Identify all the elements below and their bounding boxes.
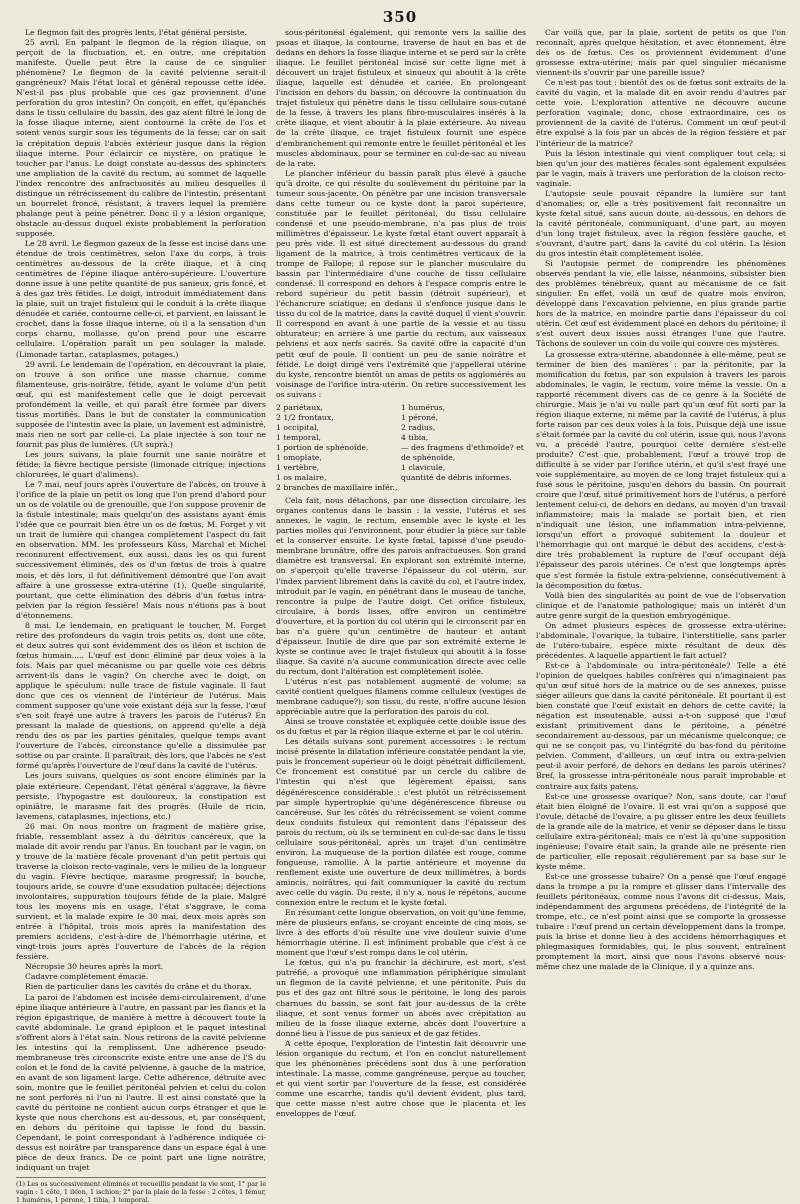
bone-item: 1 omoplate, bbox=[276, 452, 322, 462]
paragraph: sous-péritonéal également, qui remonte vers la saillie des psoas et iliaque, la contourne, traverse de haut en bas et de dedans en dehors la fosse iliaque interne et se perd sur la crête iliaque. Le feuillet péritonéal incisé sur cette ligne met à découvert un trajet fistuleux et sinueux qui aboutit à la crête iliaque, laquelle est dénudée et cariée. En prolongeant l'incision en dehors du bassin, on découvre la continuation du trajet fistuleux qui pénètre dans le tissu cellulaire sous-cutané de la fesse, à travers les plans fibro-musculaires insérés à la crête iliaque, et vient aboutir à la plaie extérieure. Au niveau de la crête iliaque, ce trajet fistuleux fournit une espèce d'embranchement qui remonte entre le feuillet péritonéal et les muscles abdominaux, pour se terminer en cul-de-sac au niveau de la rate. bbox=[276, 28, 526, 168]
column-3-text bbox=[536, 28, 786, 972]
bone-item: 1 os malaire, bbox=[276, 473, 327, 483]
paragraph: Ce n'est pas tout : bientôt des os de fœtus sont extraits de la cavité du vagin, et la malade dit en avoir rendu d'autres par cette voie. L'exploration attentive ne découvre aucune perforation vaginale; donc, chose extraordinaire, ces os proviennent de la cavité de l'utérus. Comment un œuf peut-il être expulsé à la fois par un abcès de la région fessière et par l'intérieur de la matrice? bbox=[536, 78, 786, 148]
paragraph: Cela fait, nous détachons, par une dissection circulaire, les organes contenus dans le bassin : la vessie, l'utérus et ses annexes, le vagin, le rectum, ensemble avec le kyste et les parties molles qui l'environnent, pour étudier la pièce sur table et la conserver ensuite. Le kyste fœtal, tapissé d'une pseudo-membrane brunâtre, offre des parois anfractueuses. Son grand diamètre est transversal. En explorant son extrémité interne, on s'aperçoit qu'elle traverse l'épaisseur du col utérin, sur l'index parvient librement dans la cavité du col, et l'autre index, introduit par le vagin, en pénétrant dans le museau de tanche, rencontre la pulpe de l'autre doigt. Cet orifice fistuleux, circulaire, à bords lisses, offre environ un centimètre d'ouverture, et la portion du col utérin qui le circonscrit par en bas n'a guère qu'un centimètre de hauteur et autant d'épaisseur. Inutile de dire que par son extrémité externe le kyste se continue avec le trajet fistuleux qui aboutit à la fosse iliaque. Sa cavité n'a aucune communication directe avec celle du rectum, dont l'altération est complètement isolée. bbox=[276, 496, 526, 676]
bone-item: 1 portion de sphénoïde, bbox=[276, 442, 369, 452]
bone-item: de sphénoïde, bbox=[401, 452, 456, 462]
column-2-text-after bbox=[276, 496, 526, 1119]
column-1 bbox=[16, 28, 266, 1204]
paragraph: L'utérus n'est pas notablement augmenté de volume; sa cavité contient quelques filamens comme celluleux (vestiges de membrane caduque?); son tissu, du reste, n'offre aucune lésion appréciable autre que la perforation des parois du col. bbox=[276, 677, 526, 717]
paragraph: Le fœtus, qui n'a pu franchir la déchirure, est mort, s'est putréfié, a provoqué une inflammation périphérique simulant un flegmon de la cavité pelvienne, et une péritonite. Puis du pus et des gaz ont filtré sous le péritoine, le long des parois charnues du bassin, se sont fait jour au-dessus de la crête iliaque, et sont venus former un abcès avec crépitation au milieu de la fosse iliaque externe, abcès dont l'ouverture a donné lieu à l'issue de pus sanieux et de gaz fétides. bbox=[276, 958, 526, 1038]
bone-item: 1 occipital, bbox=[276, 422, 319, 432]
footnote: (1) Les os successivement éliminés et recueillis pendant la vie sont, 1° par le vagin : 1 côte, 1 iléon, 1 ischion; 2° par la plaie de la fesse : 2 côtes, 1 fémur, 1 humérus, 1 péroné, 1 tibia, 1 temporal. bbox=[16, 1177, 266, 1204]
paragraph: L'autopsie seule pouvait répandre la lumière sur tant d'anomalies; or, elle a très positivement fait reconnaître un kyste fœtal situé, sans aucun doute, au-dessous, en dehors de la cavité péritonéale, communiquant, d'une part, au moyen d'un long trajet fistuleux, avec la région fessière gauche, et s'ouvrant, d'autre part, dans la cavité du col utérin. La lésion du gros intestin était complètement isolée. bbox=[536, 188, 786, 259]
bone-item: 1 clavicule, bbox=[401, 463, 446, 473]
bone-list bbox=[276, 403, 526, 493]
paragraph: A cette époque, l'exploration de l'intestin fait découvrir une lésion organique du rectum, et l'on en conclut naturellement que les phénomènes précédens sont dus à une perforation intestinale. La masse, comme gangréneuse, perçue au toucher, et qui vient sortir par l'ouverture de la fesse, est considérée comme une escarrhe, tandis qu'il devient évident, plus tard, que cette masse n'est autre chose que le placenta et les enveloppes de l'œuf. bbox=[276, 1038, 526, 1119]
paragraph: Les jours suivans, quelques os sont encore éliminés par la plaie extérieure. Cependant, l'état général s'aggrave, la fièvre persiste, l'hypogastre est douloureux, la constipation est opiniâtre, le marasme fait des progrès. (Huile de ricin, lavemens, cataplasmes, injections, etc.) bbox=[16, 771, 266, 821]
column-1-text bbox=[16, 28, 266, 1173]
bone-item: quantité de débris informes. bbox=[401, 473, 512, 483]
paragraph: En résumant cette longue observation, on voit qu'une femme, mère de plusieurs enfans, se croyant enceinte de cinq mois, se livre à des efforts d'où résulte une vive douleur suivie d'une hémorrhagie utérine. Il est infiniment probable que c'est à ce moment que l'œuf s'est rompu dans le col utérin. bbox=[276, 908, 526, 958]
paragraph: Rien de particulier dans les cavités du crâne et du thorax. bbox=[25, 982, 252, 992]
paragraph: Est-ce une grossesse tubaire? On a pensé que l'œuf engagé dans la trompe a pu la rompre et glisser dans l'intervalle des feuillets péritonéaux, comme nous l'avons dit ci-dessus. Mais, indépendamment des argumens précédens, de l'intégrité de la trompe, etc., ce n'est point ainsi que se comporte la grossesse tubaire : l'œuf prend un certain développement dans la trompe, puis la brise et donne lieu à des accidens hémorrhagiques et phlegmasiques formidables, qui, le plus souvent, entraînent promptement la mort, ainsi que nous l'avons observé nous-même chez une malade de la Clinique, il y a quinze ans. bbox=[536, 871, 786, 972]
paragraph: Les détails suivans sont purement accessoires : le rectum incisé présente la dilatation inférieure constatée pendant la vie, puis le froncement supérieur où le doigt pénétrait difficilement. Ce froncement est constitué par un cercle du calibre de l'intestin qui n'est que légèrement épaissi, sans dégénérescence considérable : c'est plutôt un rétrécissement par simple hypertrophie qu'une dégénérescence fibreuse ou cancéreuse. Sur les côtés du rétrécissement se voient comme deux conduits fistuleux qui remontent dans l'épaisseur des parois du rectum, où ils se terminent en cul-de-sac dans le tissu cellulaire sous-péritonéal, après un trajet d'un centimètre environ. La muqueuse de la portion dilatée est rouge, comme fongueuse, ramollie. A la partie antérieure et moyenne du renflement existe une ouverture de deux millimètres, à bords amincis, noirâtres, qui fait communiquer la cavité du rectum avec celle du vagin. Du reste, il n'y a, nous le répétons, aucune connexion entre le rectum et le kyste fœtal. bbox=[276, 737, 526, 908]
bone-item: 2 branches de maxillaire infér., bbox=[276, 483, 398, 493]
paragraph: Les jours suivans, la plaie fournit une sanie noirâtre et fétide; la fièvre hectique persiste (limonade citrique; injections chlorurées, le quart d'alimens). bbox=[16, 449, 266, 480]
paragraph: Voilà bien des singularités au point de vue de l'observation clinique et de l'anatomie pathologique; mais un intérêt d'un autre genre surgit de la question embryogénique. bbox=[536, 590, 786, 620]
column-3 bbox=[536, 28, 786, 1090]
paragraph: Nécropsie 30 heures après la mort. bbox=[25, 962, 164, 972]
paragraph: Est-ce à l'abdominale ou intra-péritonéale? Telle a été l'opinion de quelques habiles confrères qui n'imaginaient pas qu'un œuf situé hors de la matrice ou de ses annexes, puisse siéger ailleurs que dans la cavité péritonéale. Et pourtant il est bien constaté que l'œuf existait en dehors de cette cavité; la négation est insoutenable, aussi a-t-on supposé que l'œuf existant primitivement dans le péritoine, a pénétré secondairement au-dessous, par un mécanisme quelconque; ce qui ne se conçoit pas, vu l'intégrité du bas-fond du péritoine pelvien. Comment, d'ailleurs, un œuf intra ou extra-pelvien peut-il avoir perforé, de dehors en dedans les parois utérines? Bref, la grossesse intra-péritonéale nous paraît improbable et contraire aux faits patens. bbox=[536, 660, 786, 791]
bone-item: 2 radius, bbox=[401, 422, 436, 432]
bone-item: 1 vertèbre, bbox=[276, 463, 320, 473]
paragraph: Si l'autopsie permet de comprendre les phénomènes observés pendant la vie, elle laisse, néanmoins, subsister bien des problèmes ténébreux, quant au mécanisme de ce fait singulier. En effet, voilà un œuf de quatre mois environ, développé dans l'excavation pelvienne, en plus grande partie hors de la matrice, en moindre partie dans l'épaisseur du col utérin. Cet œuf est évidemment placé en dehors du péritoine; il s'est ouvert deux issues aussi étranges l'une que l'autre. Tâchons de soulever un coin du voile qui couvre ces mystères. bbox=[536, 259, 786, 349]
paragraph: 29 avril. Le lendemain de l'opération, en découvrant la plaie, on trouve à son orifice une masse charnue, comme filamenteuse, gris-noirâtre, fétide, ayant le volume d'un petit œuf, qui est manifestement celle que le doigt percevait profondément la veille, et qui paraît être formée par divers tissus mortifiés. Dans le but de constater la communication supposée de l'intestin avec la plaie, un lavement est administré, mais rien ne sort par celle-ci. La plaie injectée à son tour ne fournit pas plus de lumières. (Ut suprà.) bbox=[16, 359, 266, 449]
bone-item: 2 pariétaux, bbox=[276, 402, 323, 412]
paragraph: 25 avril. En palpant le flegmon de la région iliaque, on perçoit de la fluctuation, et, en outre, une crépitation manifeste. Quelle peut être la cause de ce singulier phénomène? Le flegmon de la cavité pelvienne serait-il gangréneux? Mais l'état local et général repousse cette idée. N'est-il pas plus probable que ces gaz proviennent d'une perforation du gros intestin? On conçoit, en effet, qu'épanchés dans le tissu cellulaire du bassin, des gaz aient filtré le long de la fosse iliaque interne, aient contourné la crête de l'os et soient venus surgir sous les téguments de la fesse; car on sait la crépitation depuis l'abcès extérieur jusque dans la région iliaque interne. Pour éclaircir ce mystère, on pratique le toucher par l'anus. Le doigt constate au-dessus des sphincters une ampliation de la cavité du rectum, au sommet de laquelle l'index rencontre des anfractuosités au milieu desquelles il distingue un rétrécissement du calibre de l'intestin, présentant un bourrelet froncé, résistant, à travers lequel la première phalange peut à peine pénétrer. Donc il y a lésion organique, obstacle au-dessus duquel existe probablement la perforation supposée. bbox=[16, 38, 266, 238]
paragraph: On admet plusieurs espèces de grossesse extra-utérine: l'abdominale, l'ovarique, la tubaire, l'interstitielle, sans parler de l'utéro-tubaire, espèce mixte résultant de deux dès précédentes. A laquelle appartient le fait actuel? bbox=[536, 620, 786, 660]
paragraph: Puis la lésion intestinale qui vient compliquer tout cela; si bien qu'un jour des matières fécales sont également expulsées par le vagin, mais à travers une perforation de la cloison recto-vaginale. bbox=[536, 148, 786, 188]
paragraph: Le flegmon fait des progrès lents, l'état général persiste. bbox=[25, 28, 247, 37]
page-number: 350 bbox=[382, 8, 418, 26]
paragraph: Ainsi se trouve constatée et expliquée cette double issue des os du fœtus et par la région iliaque externe et par le col utérin. bbox=[276, 717, 526, 737]
paragraph: Est-ce une grossesse ovarique? Non, sans doute, car l'œuf était bien éloigné de l'ovaire. Il est vrai qu'on a supposé que l'ovule, détaché de l'ovaire, a pu glisser entre les deux feuillets de la grande aile de la matrice, et venir se déposer dans le tissu cellulaire extra-péritonéal; mais ce n'est là qu'une supposition ingénieuse; l'ovaire était sain, la grande aile ne présente rien de particulier, elle reposait régulièrement par sa base sur le kyste même. bbox=[536, 791, 786, 871]
bone-list-left bbox=[276, 403, 401, 493]
bone-item: 4 tibia, bbox=[401, 432, 429, 442]
column-2-text-before bbox=[276, 28, 526, 400]
bone-item: 1 péroné, bbox=[401, 412, 439, 422]
paragraph: Le plancher inférieur du bassin paraît plus élevé à gauche qu'à droite, ce qui résulte du soulèvement du péritoine par la tumeur sous-jacente. On pénètre par une incision transversale dans cette tumeur ou ce kyste dont la paroi supérieure, constituée par le feuillet péritonéal, du tissu cellulaire condensé et une pseudo-membrane, n'a pas plus de trois millimètres d'épaisseur. Le kyste fœtal étant ouvert apparaît à peu près vide. Il est situé directement au-dessous du grand ligament de la matrice, à trois centimètres verticaux de la trompe de Fallope; il repose sur le plancher musculaire du bassin par l'intermédiaire d'une couche de tissu cellulaire condensé. Il correspond en dehors à l'espace compris entre le rebord supérieur du petit bassin (détroit supérieur), et l'échancrure sciatique; en dedans il s'enfonce jusque dans le tissu du col de la matrice, dans la cavité duquel il vient s'ouvrir. Il correspond en avant à une partie de la vessie et au tissu obturateur; en arrière à une partie du rectum, aux vaisseaux pelviens et aux nerfs sacrés. Sa cavité offre la capacité d'un petit œuf de poule. Il contient un peu de sanie noirâtre et fétide. Le doigt dirigé vers l'extrémité que j'appellerai utérine du kyste, rencontre bientôt un amas de petits os agglomérés au voisinage de l'orifice intra-utérin. On retire successivement les os suivans : bbox=[276, 168, 526, 399]
paragraph: La grossesse extra-utérine, abandonnée à elle-même, peut se terminer de bien des manières : par la péritonite, par la momification du fœtus, par son expulsion à travers les parois abdominales, le vagin, le rectum, voire même la vessie. On a rapporté récemment divers cas de ce genre à la Société de chirurgie. Mais je n'ai vu nulle part qu'un œuf fût sorti par la région iliaque externe, ni même par la cavité de l'utérus, à plus forte raison par ces deux voies à la fois. Puisque déjà une issue s'était formée par la cavité du col utérin, issue qui, nous l'avons vu, a précédé l'autre, pourquoi cette dernière s'est-elle produite? C'est que, probablement, l'œuf a trouvé trop de difficulté à se vider par l'orifice utérin, et qu'il s'est frayé une voie supplémentaire, au moyen de ce long trajet fistuleux qui a fusé sous le péritoine, jusqu'en dehors du bassin. On pourrait croire que l'œuf, situé primitivement hors de l'utérus, a perforé lentement celui-ci, de dehors en dedans, au moyen d'un travail inflammatoire; mais la malade se portait bien, et rien n'indiquait une lésion, une inflammation intra-pelvienne, lorsqu'un effort a provoqué subitement la douleur et l'hémorrhagie qui ont marqué le début des accidens, c'est-à-dire très probablement la rupture de l'œuf occupant déjà l'épaisseur des parois utérines. Ce n'est que longtemps après que s'est formée la fistule extra-pelvienne, consécutivement à la décomposition du fœtus. bbox=[536, 349, 786, 590]
paragraph: 26 mai. On nous montre un fragment de matière grise, friable, ressemblant assez à du détritus cancéreux, que la malade dit avoir rendu par l'anus. En touchant par le vagin, on y trouve de la matière fécale provenant d'un petit pertuis qui traverse la cloison recto-vaginale, vers le milieu de la longueur du vagin. Fièvre hectique, marasme progressif; la bouche, toujours aride, se couvre d'une exsudation pultacée; déjections involontaires, suppuration toujours fétide de la plaie. Malgré tous les moyens mis en usage, l'état s'aggrave, le coma survient, et la malade expire le 30 mai, deux mois après son entrée à l'hôpital, trois mois après la manifestation des premiers accidens, c'est-à-dire de l'hémorrhagie utérine, et vingt-trois jours après l'ouverture de l'abcès de la région fessière. bbox=[16, 821, 266, 962]
paragraph: Le 7 mai, neuf jours après l'ouverture de l'abcès, on trouve à l'orifice de la plaie un petit os long que l'on prend d'abord pour un os de volatile ou de grenouille, que l'on suppose provenir de la fistule intestinale; mais quelqu'un des assistans ayant émis l'idée que ce pourrait bien être un os de fœtus, M. Forget y vit un trait de lumière qui changea complètement l'aspect du fait en observation. MM. les professeurs Küss, Marchal et Michel reconnurent effectivement, eux aussi, dans les os qui furent successivement éliminés, des os d'un fœtus de trois à quatre mois, et dès lors, il fut définitivement démontré que l'on avait affaire à une grossesse extra-utérine (1). Quelle singularité, pourtant, que cette élimination des débris d'un fœtus intra-pelvien par la région fessière! Mais nous n'étions pas à bout d'étonnemens. bbox=[16, 480, 266, 620]
paragraph: La paroi de l'abdomen est incisée demi-circulairement, d'une épine iliaque antérieure à l'autre, en passant par les flancs et la région épigastrique, de manière à mettre à découvert toute la cavité abdominale. Le grand épiploon et le paquet intestinal s'offrent alors à l'état sain. Nous retirons de la cavité pelvienne les intestins qui la remplissent. Une adhérence pseudo-membraneuse très circonscrite existe entre une anse de l'S du colon et le fond de la cavité pelvienne, à gauche de la matrice, en avant de son ligament large. Cette adhérence, détruite avec soin, montre que le feuillet péritonéal pelvien et celui du colon ne sont perforés ni l'un ni l'autre. Il est ainsi constaté que la cavité du péritoine ne contient aucun corps étranger et que le kyste que nous cherchons est au-dessous, et, par conséquent, en dehors du péritoine qui tapisse le fond du bassin. Cependant, le point correspondant à l'adhérence indiquée ci-dessus est noirâtre par transparence dans un espace égal à une pièce de deux francs. De ce point part une ligne noirâtre, indiquant un trajet bbox=[16, 992, 266, 1173]
bone-list-right bbox=[401, 403, 526, 493]
paragraph: Car voilà que, par la plaie, sortent de petits os que l'on reconnaît, après quelque hésitation, et avec étonnement, être des os de fœtus. Ces os proviennent évidemment d'une grossesse extra-utérine; mais par quel singulier mécanisme viennent-ils s'ouvrir par une pareille issue? bbox=[536, 28, 786, 78]
paragraph: Cadavre complètement émacié. bbox=[25, 972, 149, 982]
paragraph: 8 mai. Le lendemain, en pratiquant le toucher, M. Forget retire des profondeurs du vagin trois petits os, dont une côte, et deux autres qui sont évidemment des os iléon et ischion de fœtus humain..... L'œuf est donc éliminé par deux voies à la fois. Mais par quel mécanisme ou par quelle voie ces débris arrivent-ils dans le vagin? On cherche avec le doigt, on applique le spéculum: nulle trace de fistule vaginale. Il faut donc que ces os viennent de l'intérieur de l'utérus. Mais comment supposer qu'une voie existant déjà sur la fesse, l'œuf s'en soit frayé une autre à travers les parois de l'utérus? En pressant la malade de questions, on apprend qu'elle a déjà rendu des os par les parties génitales, quelque temps avant l'ouverture de l'abcès, circonstance qu'elle a dissimulée par sottise ou par crainte. Il paraîtrait, dès lors, que l'abcès ne s'est formé qu'après l'ouverture de l'œuf dans la cavité de l'utérus. bbox=[16, 620, 266, 771]
bone-item: 2 1/2 frontaux, bbox=[276, 412, 334, 422]
columns bbox=[16, 28, 786, 1204]
bone-item: — des fragmens d'ethmoïde? et bbox=[401, 442, 524, 452]
bone-item: 1 temporal, bbox=[276, 432, 321, 442]
column-2 bbox=[276, 28, 526, 1119]
bone-item: 1 humérus, bbox=[401, 402, 446, 412]
paragraph: Le 28 avril. Le flegmon gazeux de la fesse est incisé dans une étendue de trois centimètres, selon l'axe du corps, à trois centimètres au-dessous de la crête iliaque, et à cinq centimètres de l'épine iliaque antéro-supérieure. L'ouverture donne issue à une petite quantité de pus sanieux, gris foncé, et à des gaz très fétides. Le doigt, introduit immédiatement dans la plaie, suit un trajet fistuleux qui le conduit à la crête iliaque dénudée et cariée, contourne celle-ci, et parvient, en laissant le crochet, dans la fosse iliaque interne, où il a la sensation d'un corps charnu, mollasse, qu'on prend pour une escarre cellulaire. L'opération paraît un peu soulager la malade. (Limonade tartar., cataplasmes, potages.) bbox=[16, 238, 266, 359]
